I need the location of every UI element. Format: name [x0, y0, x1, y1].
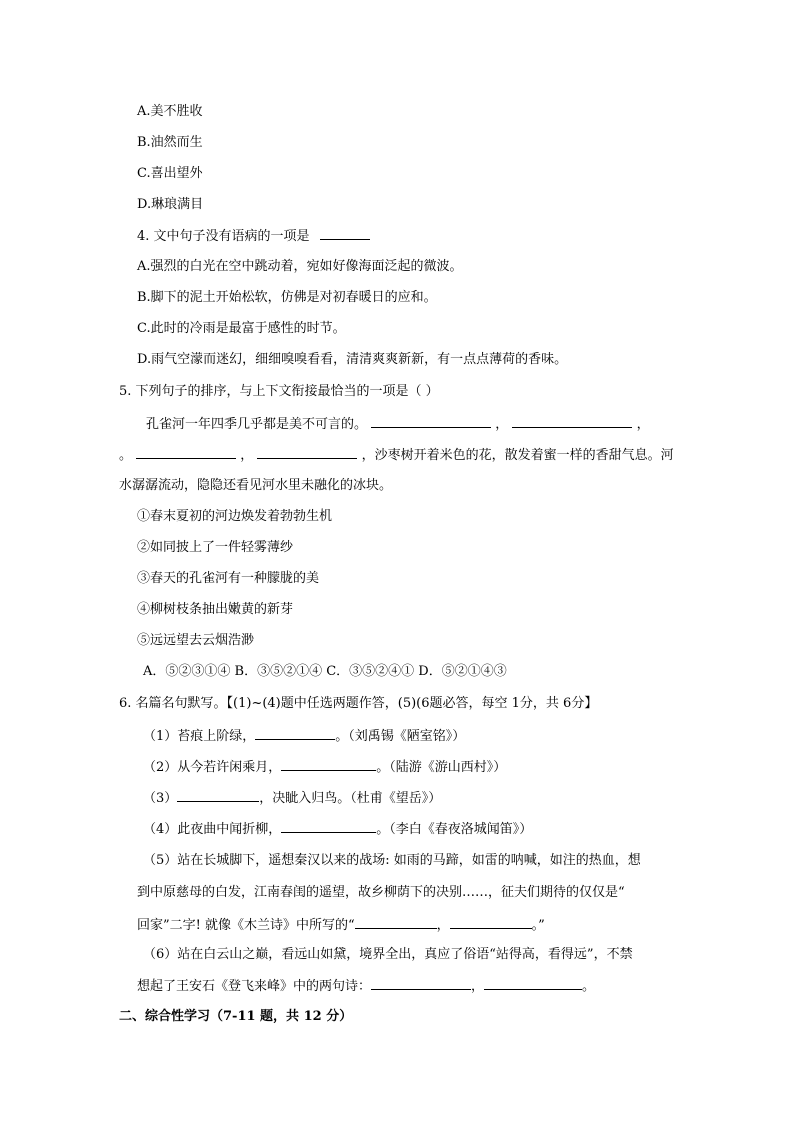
answer-blank — [512, 415, 632, 428]
q6-item5-line1: （5）站在长城脚下，遥想秦汉以来的战场: 如雨的马蹄，如雷的呐喊，如注的热血，想 — [143, 853, 641, 868]
q6-item5-line2: 到中原慈母的白发，江南春闺的遥望，故乡柳荫下的决别……，征夫们期待的仅仅是“ — [137, 885, 625, 900]
item-text: 回家”二字! 就像《木兰诗》中所写的“ — [137, 918, 355, 933]
passage-text: ，沙枣树开着米色的花，散发着蜜一样的香甜气息。河 — [361, 448, 674, 463]
answer-blank — [355, 916, 437, 929]
q5-item: ②如同披上了一件轻雾薄纱 — [137, 540, 294, 555]
answer-blank — [281, 820, 376, 833]
q4-stem-text: 4. 文中句子没有语病的一项是 — [137, 229, 310, 244]
item-text: 想起了王安石《登飞来峰》中的两句诗： — [137, 979, 372, 994]
q4-stem — [137, 227, 370, 246]
punctuation: 。” — [531, 918, 545, 933]
item-text: （1）苔痕上阶绿， — [143, 729, 256, 744]
answer-blank — [371, 977, 471, 990]
q5-item: ③春天的孔雀河有一种朦胧的美 — [137, 571, 320, 586]
item-text: 。（刘禹锡《陋室铭》） — [335, 729, 466, 744]
q3-option: D.琳琅满目 — [137, 197, 204, 212]
q4-option: B.脚下的泥土开始松软，仿佛是对初春暖日的应和。 — [137, 290, 437, 305]
q5-passage-line2 — [119, 446, 674, 465]
answer-blank — [450, 916, 532, 929]
punctuation: ， — [495, 417, 509, 432]
q6-item6-line2 — [137, 977, 595, 996]
punctuation: ， — [436, 918, 450, 933]
q5-item: ①春末夏初的河边焕发着勃勃生机 — [137, 509, 333, 524]
q3-option: C.喜出望外 — [137, 166, 203, 181]
q6-item6-line1: （6）站在白云山之巅，看远山如黛，境界全出，真应了俗语“站得高，看得远”，不禁 — [143, 947, 633, 962]
punctuation: 。 — [582, 979, 596, 994]
q4-option: C.此时的冷雨是最富于感性的时节。 — [137, 321, 346, 336]
q5-stem: 5. 下列句子的排序，与上下文衔接最恰当的一项是（ ） — [119, 384, 439, 399]
punctuation: 。 — [119, 448, 133, 463]
q4-option: D.雨气空濛而迷幻，细细嗅嗅看看，清清爽爽新新，有一点点薄荷的香味。 — [137, 352, 568, 367]
item-text: （4）此夜曲中闻折柳， — [143, 822, 282, 837]
answer-blank — [320, 227, 370, 240]
q3-option: A.美不胜收 — [137, 104, 203, 119]
answer-blank — [484, 977, 582, 990]
section-heading: 二、综合性学习（7-11 题，共 12 分） — [119, 1009, 353, 1024]
q6-stem: 6. 名篇名句默写。【(1)~(4)题中任选两题作答，(5)(6题必答，每空 1分，共 6分】 — [119, 696, 598, 711]
answer-blank — [177, 789, 259, 802]
q6-item5-line3 — [137, 916, 545, 935]
q6-item1 — [143, 727, 465, 746]
q5-item: ④柳树枝条抽出嫩黄的新芽 — [137, 602, 294, 617]
punctuation: ， — [240, 448, 254, 463]
item-text: （2）从今若许闲乘月， — [143, 760, 282, 775]
answer-blank — [257, 446, 357, 459]
q4-option: A.强烈的白光在空中跳动着，宛如好像海面泛起的微波。 — [137, 259, 463, 274]
item-text: 。（陆游《游山西村》） — [376, 760, 507, 775]
punctuation: ， — [471, 979, 485, 994]
q6-item2 — [143, 758, 506, 777]
punctuation: ， — [636, 417, 650, 432]
q6-item4 — [143, 820, 532, 839]
answer-blank — [371, 415, 491, 428]
answer-blank — [136, 446, 236, 459]
item-text: ，决眦入归鸟。（杜甫《望岳》） — [259, 791, 442, 806]
passage-text: 孔雀河一年四季几乎都是美不可言的。 — [146, 417, 368, 432]
q5-choices: A．⑤②③①④ B．③⑤②①④ C．③⑤②④① D．⑤②①④③ — [143, 664, 507, 679]
answer-blank — [281, 758, 376, 771]
item-text: 。（李白《春夜洛城闻笛》） — [376, 822, 533, 837]
q5-item: ⑤远远望去云烟浩渺 — [137, 633, 255, 648]
q5-passage-line3: 水潺潺流动，隐隐还看见河水里未融化的冰块。 — [119, 478, 393, 493]
q3-option: B.油然而生 — [137, 135, 203, 150]
answer-blank — [255, 727, 335, 740]
q5-passage-line1 — [146, 415, 650, 434]
item-text: （3） — [143, 791, 178, 806]
q6-item3 — [143, 789, 441, 808]
